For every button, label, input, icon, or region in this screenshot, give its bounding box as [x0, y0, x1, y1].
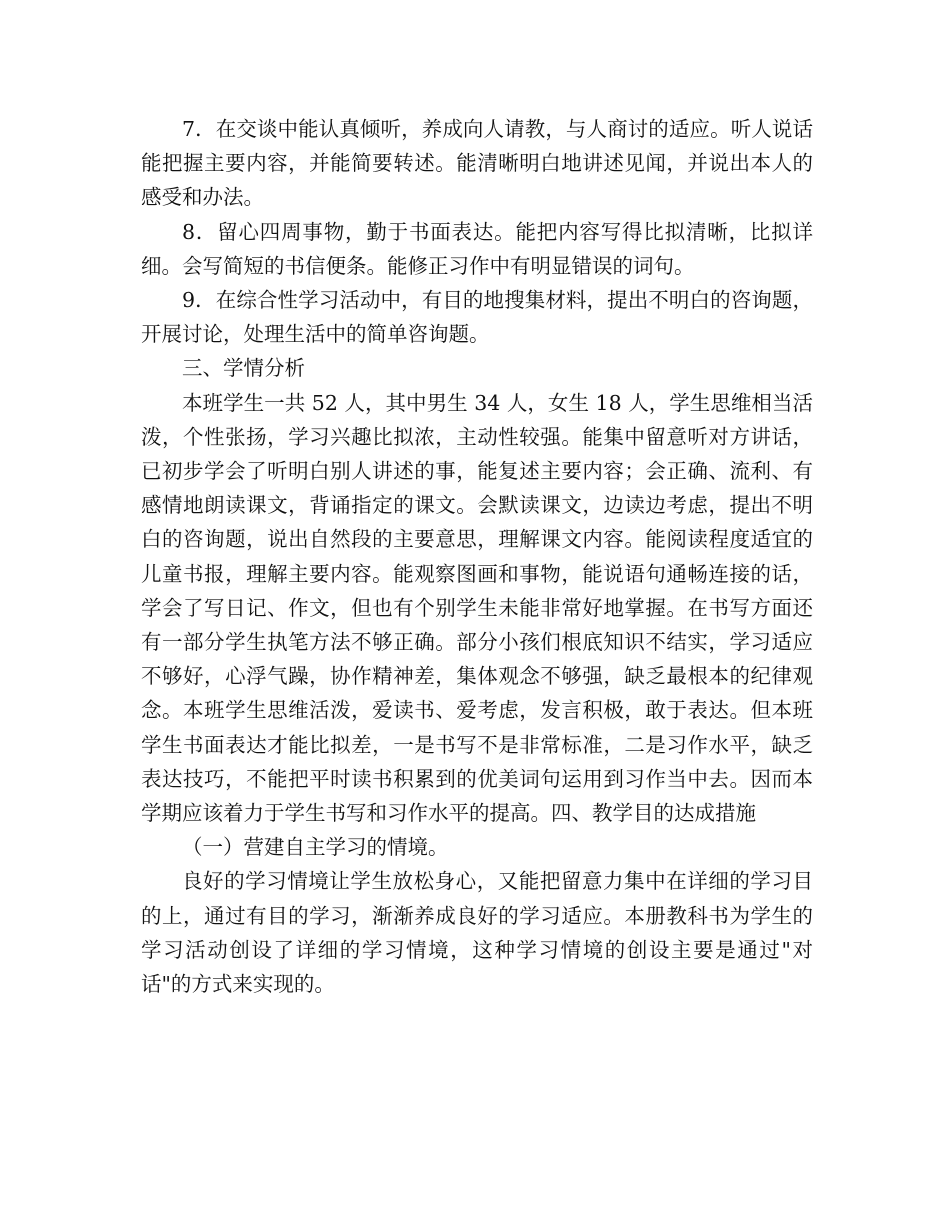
student-analysis-paragraph: 本班学生一共 52 人，其中男生 34 人，女生 18 人，学生思维相当活泼，个性张扬，学习兴趣比拟浓，主动性较强。能集中留意听对方讲话，已初步学会了听明白别人讲述的事，能复述主要内容；会正确、流利、有感情地朗读课文，背诵指定的课文。会默读课文，边读边考虑，提出不明白的咨询题，说出自然段的主要意思，理解课文内容。能阅读程度适宜的儿童书报，理解主要内容。能观察图画和事物，能说语句通畅连接的话，学会了写日记、作文，但也有个别学生未能非常好地掌握。在书写方面还有一部分学生执笔方法不够正确。部分小孩们根底知识不结实，学习适应不够好，心浮气躁，协作精神差，集体观念不够强，缺乏最根本的纪律观念。本班学生思维活泼，爱读书、爱考虑，发言积极，敢于表达。但本班学生书面表达才能比拟差，一是书写不是非常标准，二是习作水平，缺乏表达技巧，不能把平时读书积累到的优美词句运用到习作当中去。因而本学期应该着力于学生书写和习作水平的提高。四、教学目的达成措施 — [141, 390, 813, 826]
learning-situation-paragraph: 良好的学习情境让学生放松身心，又能把留意力集中在详细的学习目的上，通过有目的学习，渐渐养成良好的学习适应。本册教科书为学生的学习活动创设了详细的学习情境，这种学习情境的创设主要是通过"对话"的方式来实现的。 — [141, 869, 813, 997]
section-heading-student-analysis: 三、学情分析 — [182, 356, 305, 381]
document-page — [141, 112, 813, 1001]
goal-item-9: 9．在综合性学习活动中，有目的地搜集材料，提出不明白的咨询题，开展讨论，处理生活中的简单咨询题。 — [141, 288, 813, 347]
goal-item-8: 8．留心四周事物，勤于书面表达。能把内容写得比拟清晰，比拟详细。会写简短的书信便条。能修正习作中有明显错误的词句。 — [141, 219, 813, 278]
subsection-heading-learning-situation: （一）营建自主学习的情境。 — [182, 835, 449, 860]
goal-item-7: 7．在交谈中能认真倾听，养成向人请教，与人商讨的适应。听人说话能把握主要内容，并能简要转述。能清晰明白地讲述见闻，并说出本人的感受和办法。 — [141, 117, 813, 210]
